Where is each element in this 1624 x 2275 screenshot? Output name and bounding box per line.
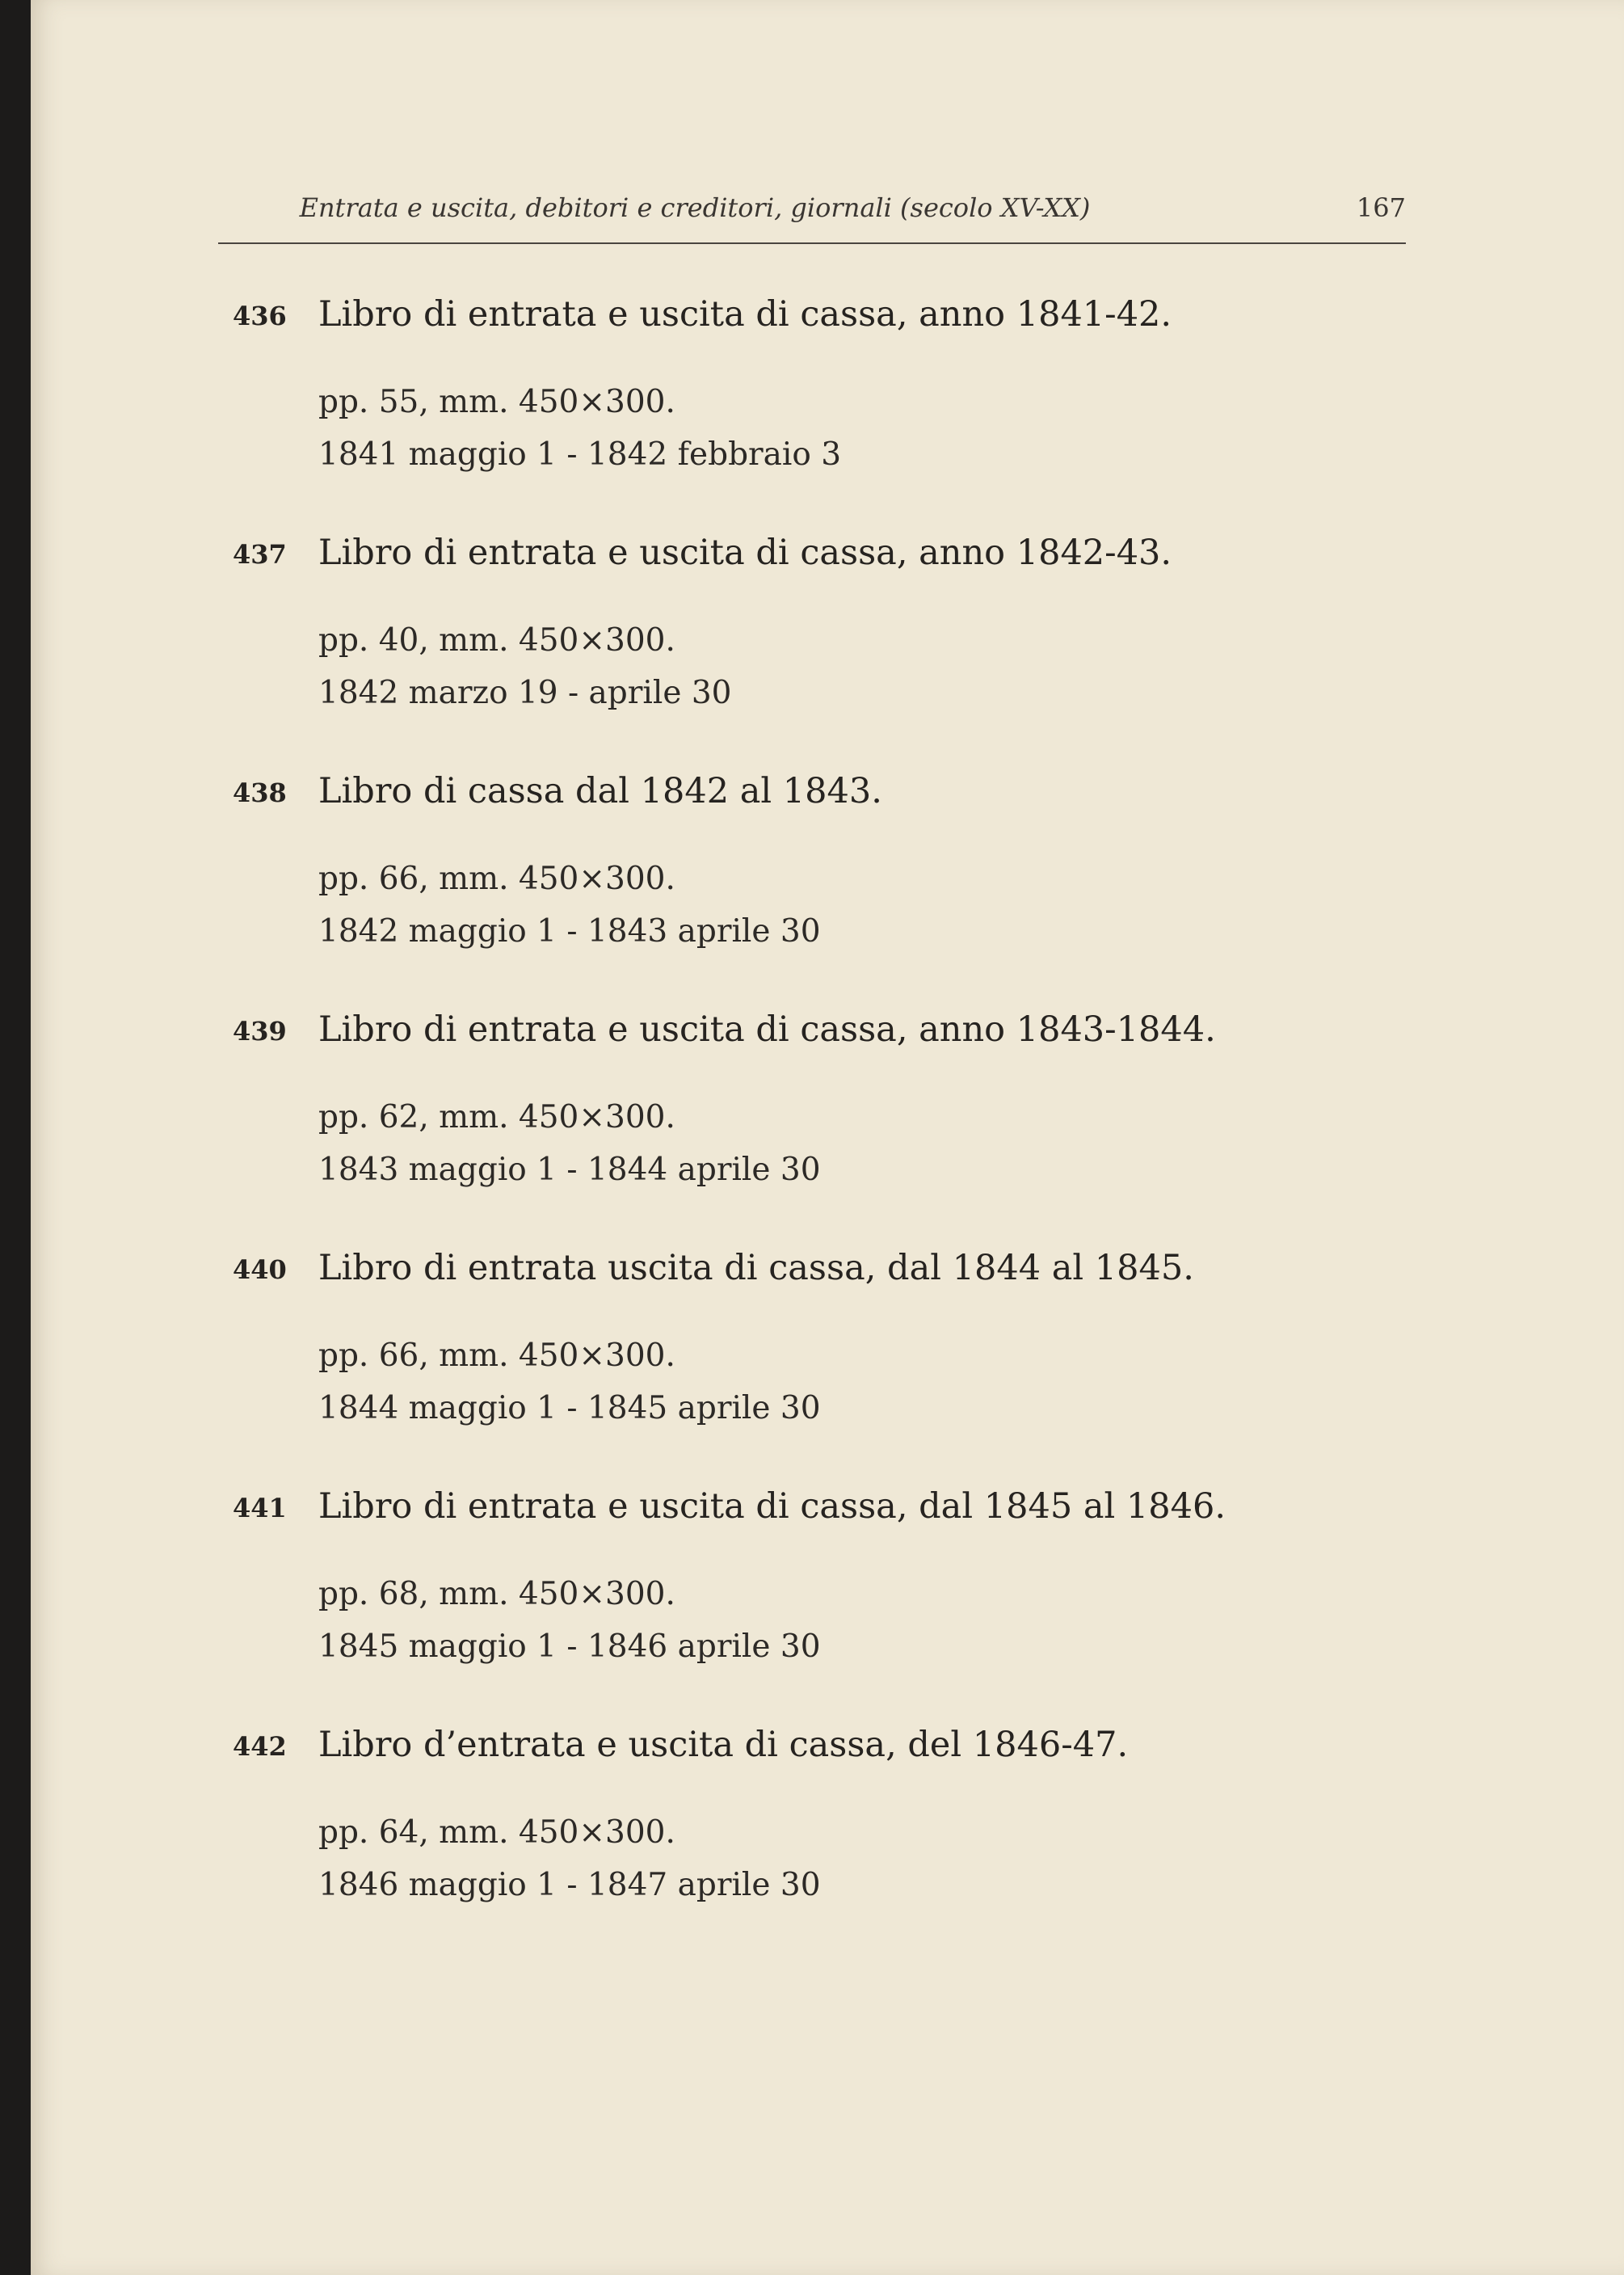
entry-description: pp. 66, mm. 450×300. — [318, 861, 675, 897]
book-page — [31, 0, 1624, 2275]
entry-dates: 1842 maggio 1 - 1843 aprile 30 — [318, 913, 821, 950]
page-number: 167 — [1356, 192, 1406, 223]
entry-number: 440 — [233, 1254, 287, 1285]
entry-number: 439 — [233, 1016, 287, 1047]
running-header — [218, 192, 1406, 244]
header-title: Entrata e uscita, debitori e creditori, giornali (secolo XV-XX) — [299, 192, 1091, 223]
catalog-entry — [233, 1486, 1283, 1695]
entry-description: pp. 66, mm. 450×300. — [318, 1338, 675, 1374]
entry-title: Libro di entrata uscita di cassa, dal 1844 al 1845. — [318, 1248, 1194, 1288]
entry-title: Libro di entrata e uscita di cassa, anno 1841-42. — [318, 294, 1172, 335]
entry-title: Libro di cassa dal 1842 al 1843. — [318, 771, 882, 811]
entry-title: Libro d’entrata e uscita di cassa, del 1846-47. — [318, 1725, 1129, 1765]
catalog-entry — [233, 1248, 1283, 1456]
entry-number: 436 — [233, 301, 287, 331]
catalog-entry — [233, 1725, 1283, 1933]
entry-number: 437 — [233, 539, 287, 570]
entry-description: pp. 68, mm. 450×300. — [318, 1576, 675, 1612]
entry-title: Libro di entrata e uscita di cassa, anno 1843-1844. — [318, 1009, 1216, 1050]
entry-number: 441 — [233, 1493, 287, 1523]
catalog-entry — [233, 771, 1283, 980]
entry-dates: 1845 maggio 1 - 1846 aprile 30 — [318, 1628, 821, 1665]
entry-description: pp. 64, mm. 450×300. — [318, 1814, 675, 1851]
entry-title: Libro di entrata e uscita di cassa, anno 1842-43. — [318, 533, 1172, 573]
entry-description: pp. 62, mm. 450×300. — [318, 1099, 675, 1135]
entry-dates: 1843 maggio 1 - 1844 aprile 30 — [318, 1152, 821, 1188]
entry-number: 438 — [233, 777, 287, 808]
entry-title: Libro di entrata e uscita di cassa, dal 1845 al 1846. — [318, 1486, 1226, 1527]
entry-dates: 1846 maggio 1 - 1847 aprile 30 — [318, 1867, 821, 1903]
entry-dates: 1844 maggio 1 - 1845 aprile 30 — [318, 1390, 821, 1426]
entry-dates: 1841 maggio 1 - 1842 febbraio 3 — [318, 436, 842, 473]
entry-description: pp. 55, mm. 450×300. — [318, 384, 675, 420]
entry-description: pp. 40, mm. 450×300. — [318, 622, 675, 659]
catalog-entry — [233, 533, 1283, 741]
catalog-entry — [233, 1009, 1283, 1218]
catalog-entry — [233, 294, 1283, 503]
entry-dates: 1842 marzo 19 - aprile 30 — [318, 675, 732, 711]
entry-number: 442 — [233, 1731, 287, 1762]
